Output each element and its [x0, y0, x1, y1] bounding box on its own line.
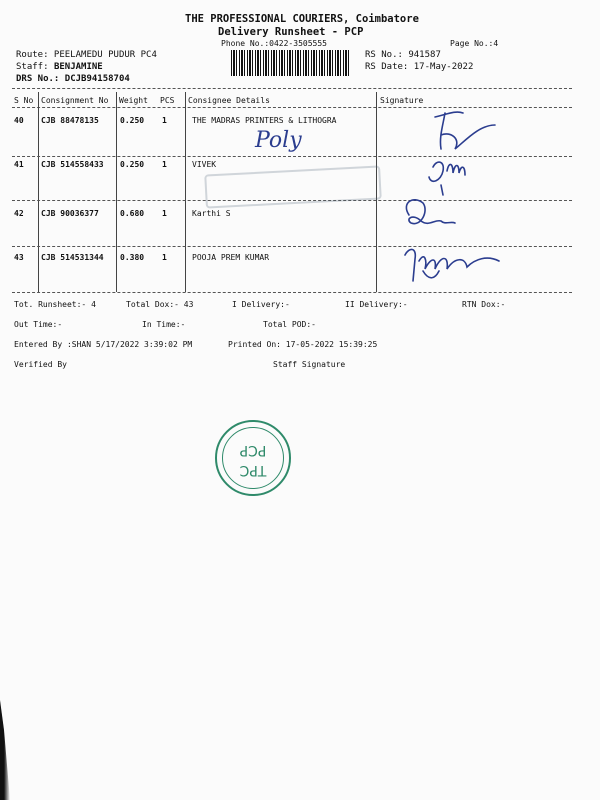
barcode [231, 50, 349, 76]
row-sno: 42 [14, 209, 24, 218]
row-consignee: THE MADRAS PRINTERS & LITHOGRA [192, 116, 337, 125]
staff-signature: Staff Signature [273, 360, 346, 369]
signature-marks [395, 105, 575, 295]
table-top-rule [12, 88, 572, 89]
rtn-dox: RTN Dox:- [462, 300, 506, 309]
staff-label: Staff: [16, 62, 54, 72]
row-weight: 0.680 [120, 209, 145, 218]
document-title: Delivery Runsheet - PCP [218, 26, 364, 38]
col-header-consignment: Consignment No [41, 96, 109, 105]
in-time: In Time:- [142, 320, 186, 329]
page-number: Page No.:4 [450, 39, 499, 48]
row-weight: 0.250 [120, 160, 145, 169]
row-weight: 0.380 [120, 253, 145, 262]
col-header-weight: Weight [119, 96, 148, 105]
col-header-signature: Signature [380, 96, 424, 105]
row-consignee: VIVEK [192, 160, 217, 169]
col-divider [185, 92, 186, 292]
total-runsheet: Tot. Runsheet:- 4 [14, 300, 96, 309]
row-consignment: CJB 90036377 [41, 209, 99, 218]
col-header-pcs: PCS [160, 96, 175, 105]
phone-number: Phone No.:0422-3505555 [221, 39, 327, 48]
rs-number: RS No.: 941587 [365, 50, 441, 60]
row-pcs: 1 [162, 116, 167, 125]
drs-value: DCJB94158704 [64, 74, 130, 84]
seal-line-2: PCP [239, 442, 267, 458]
row-consignment: CJB 514558433 [41, 160, 104, 169]
total-pod: Total POD:- [263, 320, 316, 329]
company-seal [215, 420, 291, 496]
col-header-consignee: Consignee Details [188, 96, 270, 105]
row-consignment: CJB 88478135 [41, 116, 99, 125]
staff-name: BENJAMINE [53, 62, 103, 72]
col-divider [116, 92, 117, 292]
drs-number [16, 74, 130, 84]
row-consignment: CJB 514531344 [41, 253, 104, 262]
seal-line-1: TPC [239, 462, 267, 478]
row-sno: 40 [14, 116, 24, 125]
total-dox: Total Dox:- 43 [126, 300, 194, 309]
row-sno: 41 [14, 160, 24, 169]
staff [16, 62, 103, 72]
row-consignee: POOJA PREM KUMAR [192, 253, 270, 262]
handwritten-note: Poly [255, 128, 302, 153]
verified-by: Verified By [14, 360, 67, 369]
faint-stamp [204, 165, 382, 208]
route: Route: PEELAMEDU PUDUR PC4 [16, 50, 157, 60]
col-divider [38, 92, 39, 292]
row-consignee: Karthi S [192, 209, 231, 218]
drs-label: DRS No.: [16, 74, 65, 84]
company-name: THE PROFESSIONAL COURIERS, Coimbatore [185, 13, 419, 25]
row-pcs: 1 [162, 160, 167, 169]
row-weight: 0.250 [120, 116, 145, 125]
scan-edge-shadow [0, 700, 10, 800]
row-sno: 43 [14, 253, 24, 262]
entered-by: Entered By :SHAN 5/17/2022 3:39:02 PM [14, 340, 193, 349]
ii-delivery: II Delivery:- [345, 300, 408, 309]
printed-on: Printed On: 17-05-2022 15:39:25 [228, 340, 378, 349]
row-pcs: 1 [162, 253, 167, 262]
rs-date: RS Date: 17-May-2022 [365, 62, 474, 72]
row-pcs: 1 [162, 209, 167, 218]
out-time: Out Time:- [14, 320, 63, 329]
i-delivery: I Delivery:- [232, 300, 290, 309]
col-header-sno: S No [14, 96, 34, 105]
